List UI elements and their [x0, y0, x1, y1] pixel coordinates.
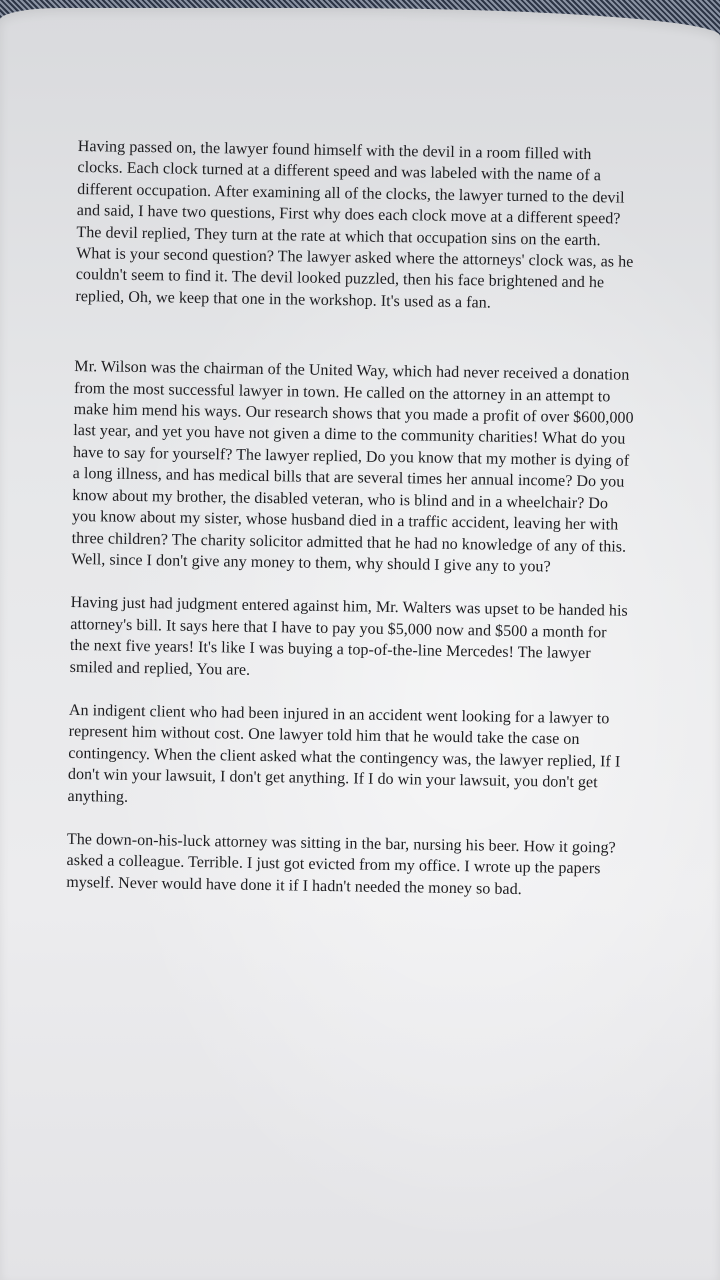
document-body — [66, 136, 638, 902]
joke-paragraph-contingency: An indigent client who had been injured in an accident went looking for a lawyer to represent him without cost. One lawyer told him that he would take the case on contingency. When the client asked what the contingency was, the lawyer replied, If I don't win your lawsuit, I don't get anything. If I do win your lawsuit, you don't get anything. — [67, 701, 621, 806]
joke-paragraph-attorney-bill: Having just had judgment entered against him, Mr. Walters was upset to be handed his attorney's bill. It says here that I have to pay you $5,000 now and $500 a month for the next five years! It's like I was buying a top-of-the-line Mercedes! The lawyer smiled and replied, You are. — [69, 594, 628, 679]
paper-sheet — [0, 8, 720, 1280]
joke-paragraph-eviction: The down-on-his-luck attorney was sitting in the bar, nursing his beer. How it going? asked a colleague. Terrible. I just got evicted from my office. I wrote up the papers myself. Never would have done it if I hadn't needed the money so bad. — [66, 830, 616, 898]
joke-paragraph-united-way: Mr. Wilson was the chairman of the United Way, which had never received a donation from the most successful lawyer in town. He called on the attorney in an attempt to make him mend his ways. Our research shows that you made a profit of over $600,000 last year, and yet you have not given a dime to the community charities! What do you have to say for yourself? The lawyer replied, Do you know that my mother is dying of a long illness, and has medical bills that are several times her annual income? Do you know about my brother, the disabled veteran, who is blind and in a wheelchair? Do you know about my sister, whose husband died in a traffic accident, leaving her with three children? The charity solicitor admitted that he had no knowledge of any of this. Well, since I don't give any money to them, why should I give any to you? — [71, 358, 634, 576]
joke-paragraph-clocks: Having passed on, the lawyer found himself with the devil in a room filled with clocks. Each clock turned at a different speed and was labeled with the name of a different occupation. After examining all of the clocks, the lawyer turned to the devil and said, I have two questions, First why does each clock move at a different speed? The devil replied, They turn at the rate at which that occupation sins on the earth. What is your second question? The lawyer asked where the attorneys' clock was, as he couldn't seem to find it. The devil looked puzzled, then his face brightened and he replied, Oh, we keep that one in the workshop. It's used as a fan. — [75, 137, 634, 312]
